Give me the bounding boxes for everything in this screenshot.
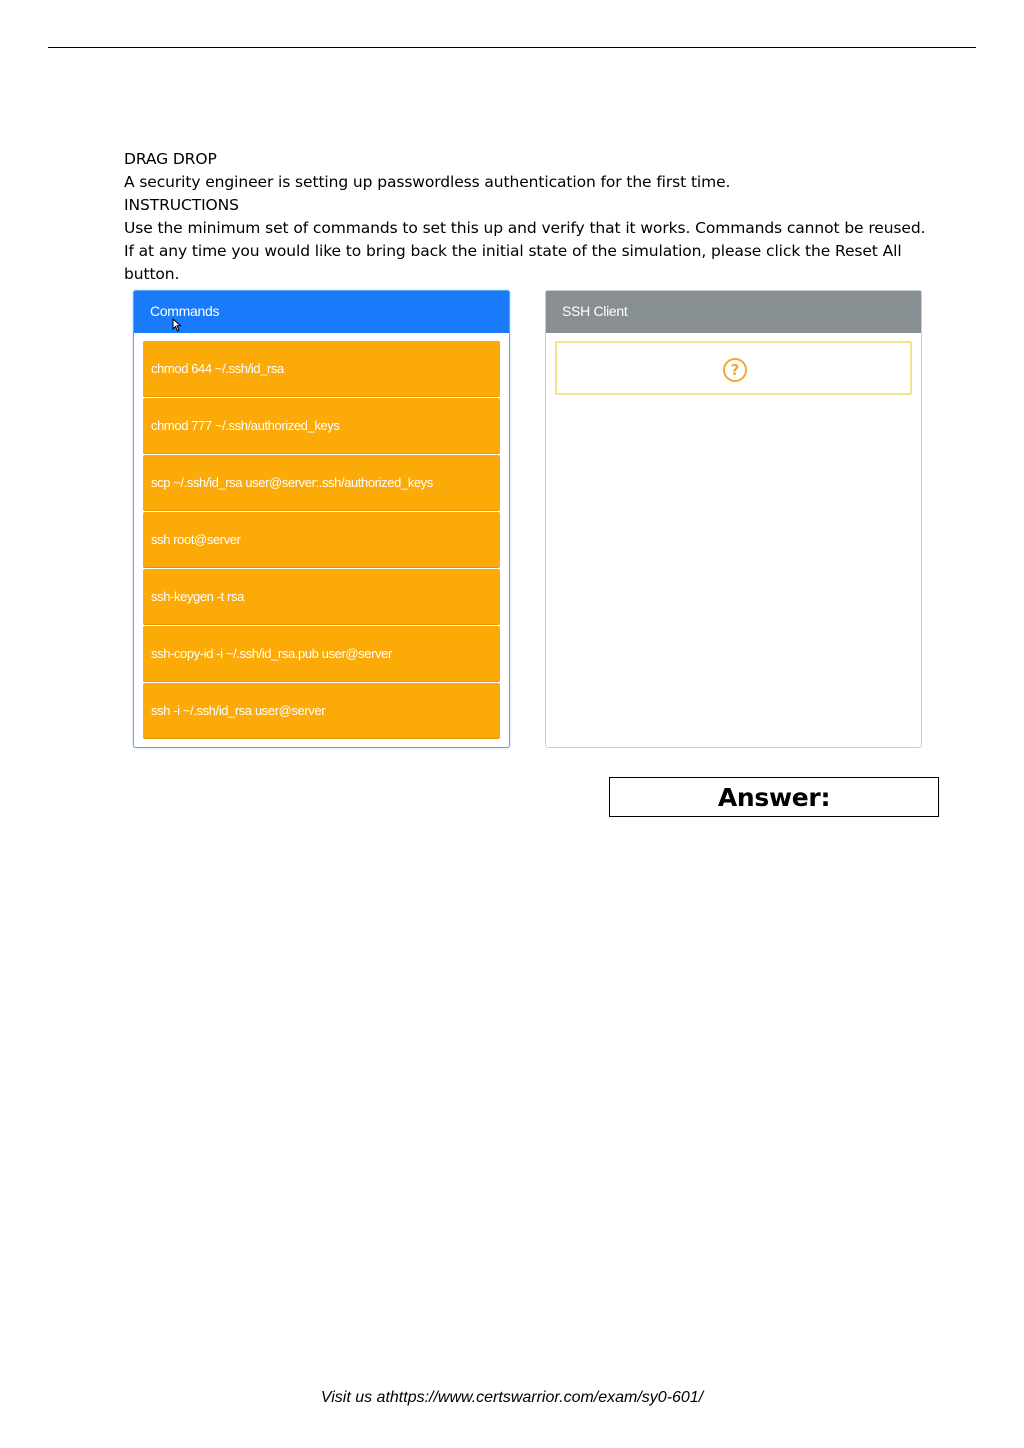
command-item[interactable]: ssh root@server [143, 512, 500, 567]
ssh-client-panel-title: SSH Client [562, 303, 628, 319]
mouse-cursor-icon [172, 318, 182, 332]
command-item[interactable]: ssh-keygen -t rsa [143, 569, 500, 624]
instructions-heading: INSTRUCTIONS [124, 196, 239, 214]
command-item[interactable]: chmod 644 ~/.ssh/id_rsa [143, 341, 500, 396]
command-drop-zone[interactable] [555, 341, 912, 395]
ssh-client-panel [545, 290, 922, 748]
commands-panel [133, 290, 510, 748]
instruction-line: button. [124, 265, 180, 283]
question-type: DRAG DROP [124, 150, 217, 168]
answer-heading: Answer: [609, 777, 939, 817]
ssh-client-panel-header [546, 291, 921, 333]
command-item[interactable]: ssh-copy-id -i ~/.ssh/id_rsa.pub user@server [143, 626, 500, 681]
instruction-line: If at any time you would like to bring back the initial state of the simulation, please click the Reset All [124, 242, 902, 260]
question-scenario: A security engineer is setting up passwordless authentication for the first time. [124, 173, 731, 191]
command-item[interactable]: ssh -i ~/.ssh/id_rsa user@server [143, 683, 500, 738]
commands-panel-title: Commands [150, 303, 220, 319]
instruction-line: Use the minimum set of commands to set this up and verify that it works. Commands cannot be reused. [124, 219, 926, 237]
top-rule [48, 47, 976, 48]
commands-panel-header [134, 291, 509, 333]
command-item[interactable]: chmod 777 ~/.ssh/authorized_keys [143, 398, 500, 453]
command-item[interactable]: scp ~/.ssh/id_rsa user@server:.ssh/authorized_keys [143, 455, 500, 510]
question-text [124, 148, 944, 286]
footer-link-text[interactable]: Visit us athttps://www.certswarrior.com/exam/sy0-601/ [320, 1389, 704, 1406]
command-list [143, 341, 500, 740]
question-circle-icon[interactable]: ? [723, 358, 747, 382]
